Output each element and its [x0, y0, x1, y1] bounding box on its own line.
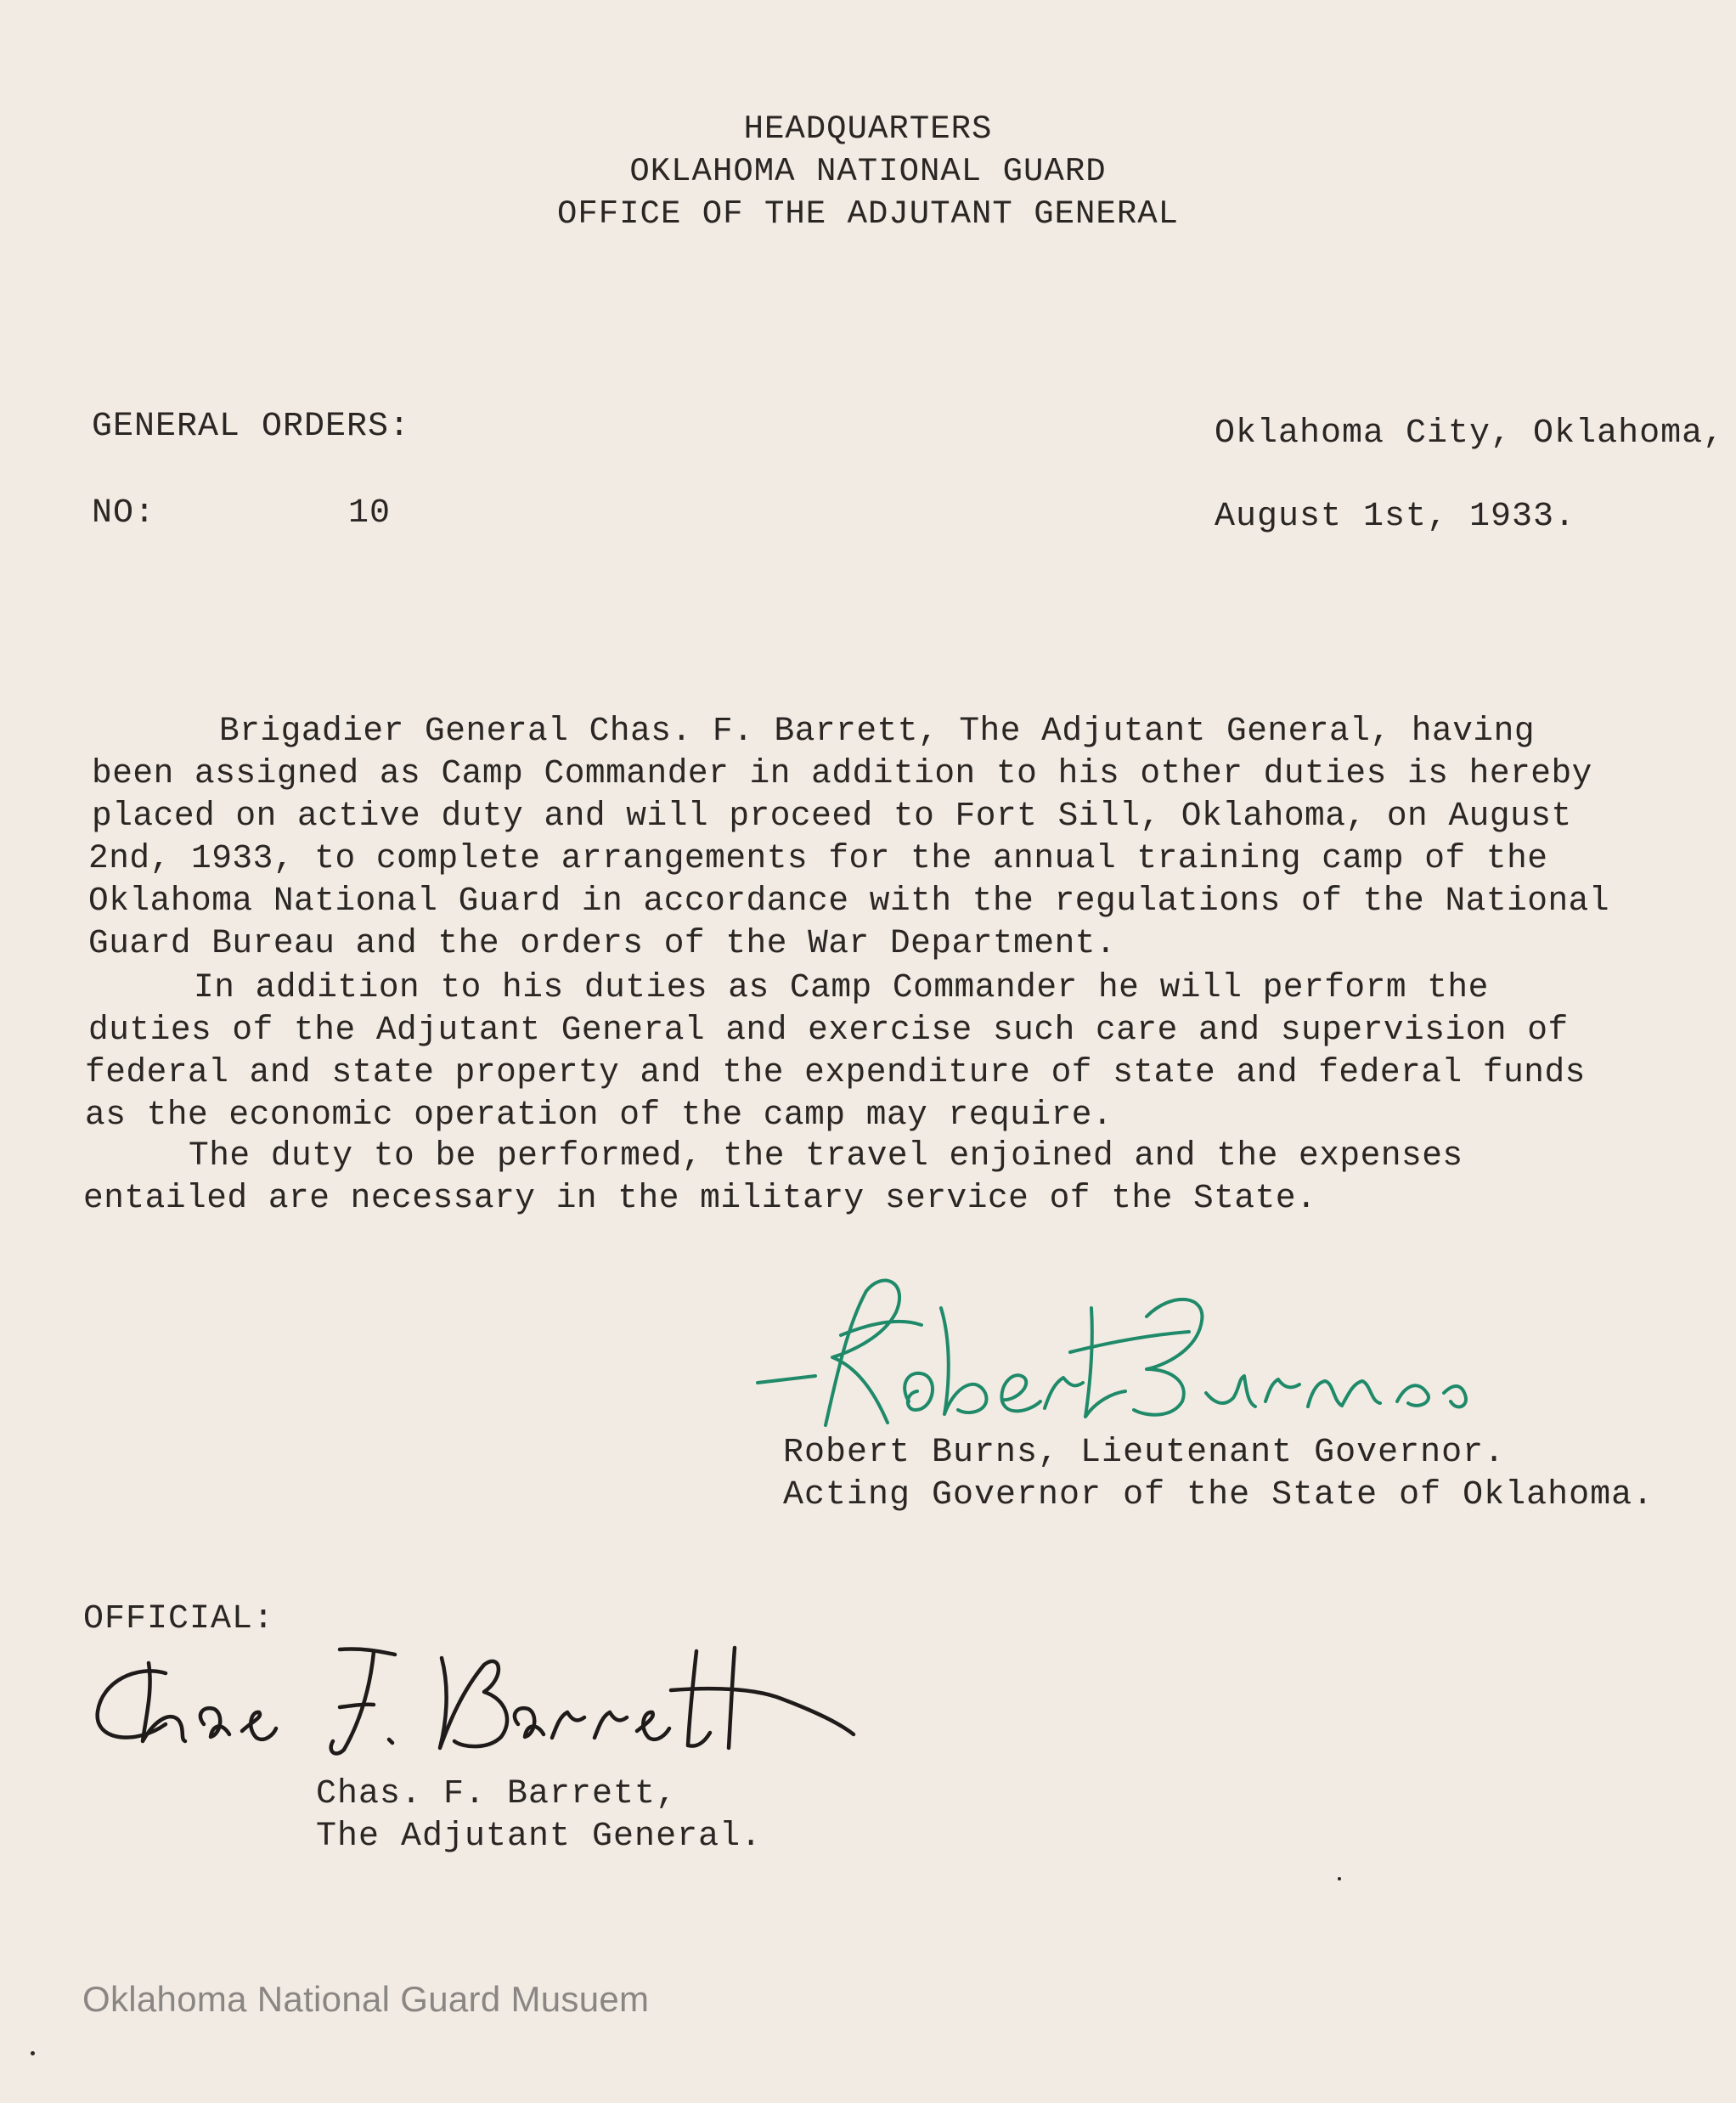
body-line: entailed are necessary in the military service of the State. [83, 1179, 1317, 1217]
paper-speck [31, 2051, 35, 2055]
governor-signature [747, 1274, 1512, 1448]
place-line: Oklahoma City, Oklahoma, [1215, 414, 1725, 453]
body-line: Brigadier General Chas. F. Barrett, The Adjutant General, having [219, 712, 1536, 750]
paper-speck [1338, 1877, 1341, 1880]
official-label: OFFICIAL: [83, 1600, 275, 1638]
governor-title: Acting Governor of the State of Oklahoma. [783, 1476, 1654, 1514]
letterhead-line-2: OKLAHOMA NATIONAL GUARD [629, 153, 1107, 190]
body-line: as the economic operation of the camp may require. [85, 1096, 1113, 1134]
order-number-label: NO: [92, 494, 156, 533]
body-line: Oklahoma National Guard in accordance with the regulations of the National [88, 882, 1610, 920]
order-number-value: 10 [348, 494, 392, 533]
body-line: 2nd, 1933, to complete arrangements for the annual training camp of the [88, 839, 1548, 877]
adjutant-title: The Adjutant General. [316, 1818, 763, 1856]
museum-watermark: Oklahoma National Guard Musuem [82, 1979, 650, 2019]
body-line: placed on active duty and will proceed to Fort Sill, Oklahoma, on August [92, 797, 1572, 835]
letterhead-line-1: HEADQUARTERS [743, 110, 993, 148]
body-line: duties of the Adjutant General and exercise such care and supervision of [88, 1011, 1569, 1049]
adjutant-name: Chas. F. Barrett, [316, 1775, 678, 1813]
body-line: The duty to be performed, the travel enjoined and the expenses [189, 1136, 1463, 1175]
body-line: In addition to his duties as Camp Commander he will perform the [194, 968, 1489, 1006]
body-line: federal and state property and the expenditure of state and federal funds [85, 1053, 1586, 1091]
body-line: been assigned as Camp Commander in addition to his other duties is hereby [92, 754, 1592, 792]
letterhead-line-3: OFFICE OF THE ADJUTANT GENERAL [556, 195, 1180, 233]
date-line: August 1st, 1933. [1215, 498, 1576, 536]
governor-name: Robert Burns, Lieutenant Governor. [783, 1434, 1506, 1472]
general-orders-label: GENERAL ORDERS: [92, 408, 411, 446]
adjutant-signature [85, 1639, 866, 1779]
body-line: Guard Bureau and the orders of the War Department. [88, 924, 1117, 962]
